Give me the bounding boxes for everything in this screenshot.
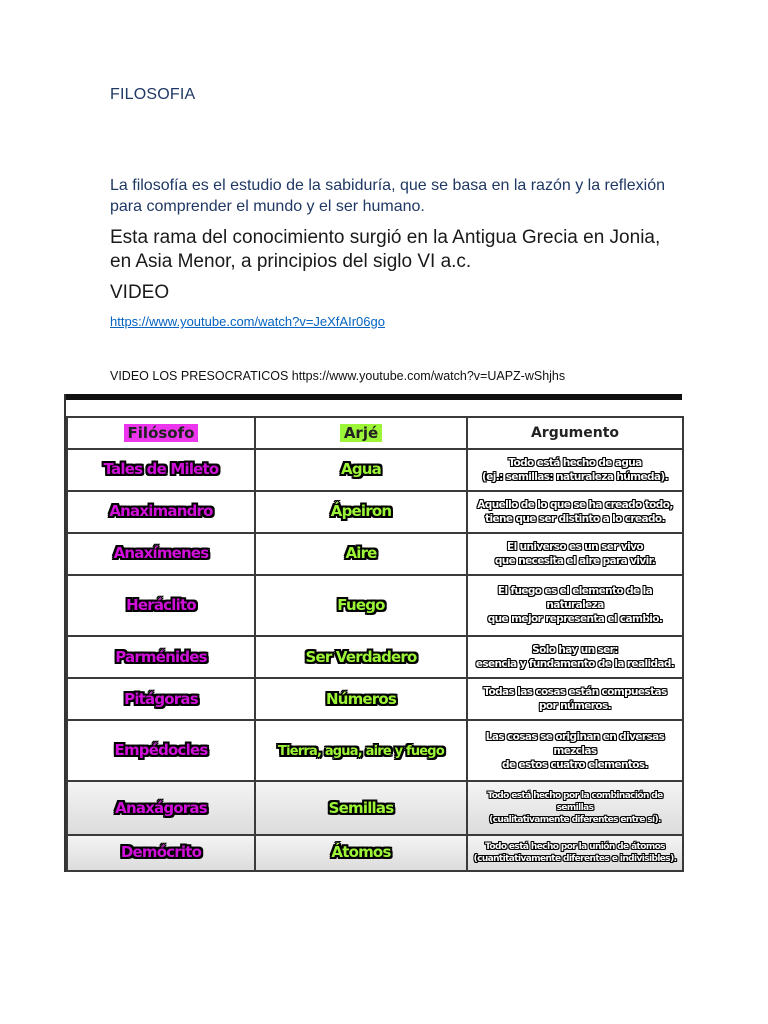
video-link[interactable]: https://www.youtube.com/watch?v=JeXfAIr06go [110,314,385,329]
argument-line: El fuego es el elemento de la naturaleza [497,585,653,612]
argument-cell [467,835,683,871]
presocraticos-video-line: VIDEO LOS PRESOCRATICOS https://www.youtube.com/watch?v=UAPZ-wShjhs [110,369,566,383]
philosopher-name: Pitágoras [124,689,198,708]
argument-line: Aquello de lo que se ha creado todo, [477,498,673,511]
origin-paragraph: Esta rama del conocimiento surgió en la Antigua Grecia en Jonia, en Asia Menor, a principios del siglo VI a.c. [110,227,661,272]
philosopher-cell [67,636,255,678]
philosopher-cell [67,491,255,533]
philosopher-cell [67,575,255,636]
argument-cell [467,781,683,834]
argument-cell [467,720,683,781]
arje-cell [255,491,467,533]
table-row [67,491,683,533]
argument-line: esencia y fundamento de la realidad. [475,658,675,671]
header-argument: Argumento [530,425,620,441]
argument-line: (cuantitativamente diferentes e indivisibles). [473,853,677,864]
arje-value: Semillas [328,798,394,817]
table-top-border [64,394,682,400]
argument-cell [467,449,683,491]
argument-cell [467,575,683,636]
philosopher-name: Empédocles [114,741,208,760]
header-arje: Arjé [340,424,382,442]
argument-line: Las cosas se originan en diversas mezclas [485,730,665,757]
argument-line: que necesita el aire para vivir. [494,554,656,567]
philosopher-name: Anaximandro [109,502,213,521]
header-cell [255,417,467,449]
table-header-row [67,417,683,449]
arje-cell [255,636,467,678]
philosopher-cell [67,449,255,491]
argument-line: (cualitativamente diferentes entre sí). [489,815,661,826]
argument-cell [467,636,683,678]
argument-line: tiene que ser distinto a lo creado. [485,512,665,525]
argument-line: El universo es un ser vivo [507,540,643,553]
arje-value: Aire [345,544,377,563]
arje-cell [255,781,467,834]
table-row [67,678,683,720]
argument-line: (ej.: semillas: naturaleza húmeda). [482,470,668,483]
arje-cell [255,449,467,491]
header-philosopher: Filósofo [124,424,199,442]
philosophers-table [66,416,684,872]
table-row [67,636,683,678]
argument-line: Solo hay un ser: [532,644,618,657]
argument-line: por números. [538,700,611,713]
philosopher-cell [67,678,255,720]
philosopher-name: Heráclito [126,595,196,614]
table-row [67,575,683,636]
argument-cell [467,678,683,720]
table-row [67,533,683,575]
philosopher-name: Parménides [115,647,207,666]
definition-paragraph: La filosofía es el estudio de la sabiduría, que se basa en la razón y la reflexión para comprender el mundo y el ser humano. [110,177,666,215]
arje-cell [255,720,467,781]
table-row [67,720,683,781]
arje-value: Agua [341,460,381,479]
arje-value: Números [325,689,397,708]
argument-line: que mejor representa el cambio. [487,613,663,626]
philosopher-cell [67,835,255,871]
document-title: FILOSOFIA [110,86,196,103]
argument-line: Todas las cosas están compuestas [483,686,667,699]
header-cell [67,417,255,449]
arje-value: Fuego [337,595,385,614]
arje-value: Ápeiron [330,502,392,521]
arje-cell [255,835,467,871]
philosopher-name: Tales de Mileto [103,460,219,479]
philosopher-name: Anaxágoras [115,798,207,817]
philosopher-name: Anaxímenes [113,544,209,563]
argument-line: Todo está hecho de agua [508,456,642,469]
argument-line: Todo está hecho por la unión de átomos [485,841,665,852]
arje-cell [255,533,467,575]
arje-value: Tierra, agua, aire y fuego [278,743,444,759]
argument-cell [467,491,683,533]
video-heading: VIDEO [110,282,170,303]
philosopher-cell [67,781,255,834]
philosopher-cell [67,720,255,781]
table-row [67,835,683,871]
presocratic-philosophers-table-image [64,394,682,872]
argument-line: Todo está hecho por la combinación de semillas [487,791,663,814]
arje-value: Ser Verdadero [305,647,417,666]
philosopher-cell [67,533,255,575]
argument-cell [467,533,683,575]
table-row [67,449,683,491]
arje-cell [255,575,467,636]
philosopher-name: Demócrito [120,843,202,862]
arje-cell [255,678,467,720]
argument-line: de estos cuatro elementos. [502,758,648,771]
header-cell [467,417,683,449]
table-row [67,781,683,834]
arje-value: Átomos [331,843,391,862]
